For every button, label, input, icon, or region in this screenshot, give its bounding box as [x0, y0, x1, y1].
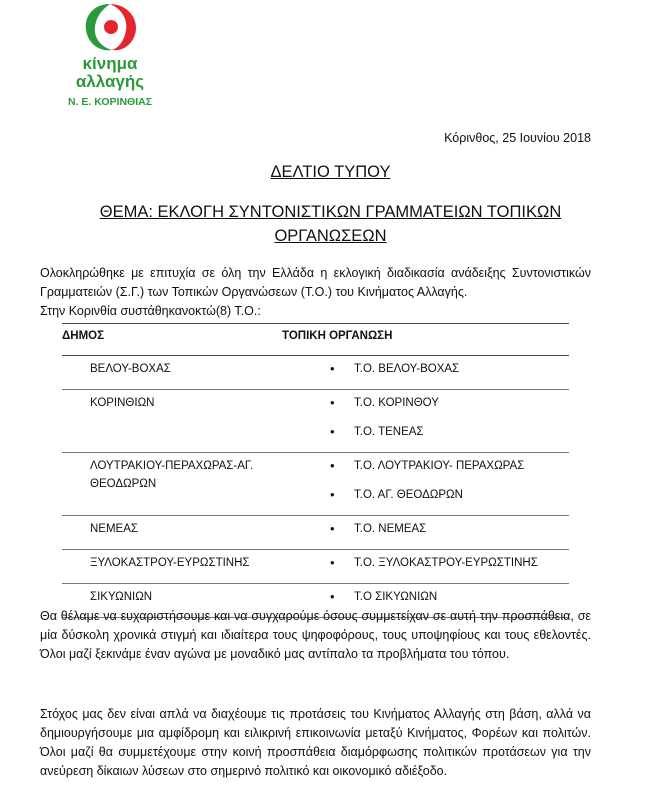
org-item: • Τ.Ο. ΞΥΛΟΚΑΣΤΡΟΥ-ΕΥΡΩΣΤΙΝΗΣ	[322, 554, 569, 583]
header-dimos: ΔΗΜΟΣ	[62, 330, 104, 342]
intro-line-1: Ολοκληρώθηκε με επιτυχία σε όλη την Ελλάδα η εκλογική διαδικασία ανάδειξης Συντονιστικών Γραμματειών (Σ.Γ.) των Τοπικών Οργανώσεων (Τ.Ο.) του Κινήματος Αλλαγής.	[40, 266, 591, 299]
goal-paragraph: Στόχος μας δεν είναι απλά να διαχέουμε τις προτάσεις του Κινήματος Αλλαγής στη βάση, αλλά να δημιουργήσουμε μια αμφίδρομη και ειλικρινή επικοινωνία μεταξύ Κινήματος, Φορέων και πολιτών. Όλοι μαζί θα συμμετέχουμε στην κοινή προσπάθεια διαμόρφωσης πολιτικών προτάσεων για την ανεύρεση δίκαιων λύσεων στο σημερινό πολιτικό και οικονομικό αδιέξοδο.	[40, 707, 591, 778]
dimos-cell: ΒΕΛΟΥ-ΒΟΧΑΣ	[90, 363, 171, 375]
party-logo	[60, 0, 160, 112]
dimos-cell: ΚΟΡΙΝΘΙΩΝ	[90, 397, 155, 409]
dimos-cell: ΝΕΜΕΑΣ	[90, 523, 139, 535]
org-item: • Τ.Ο. ΒΕΛΟΥ-ΒΟΧΑΣ	[322, 360, 569, 389]
table-header-row	[62, 323, 569, 356]
document-subject	[40, 200, 621, 248]
logo-text-prefecture: Ν. Ε. ΚΟΡΙΝΘΙΑΣ	[68, 96, 152, 108]
logo-emblem-icon	[78, 0, 142, 56]
table-row	[62, 390, 569, 453]
table-row	[62, 550, 569, 584]
intro-line-2: Στην Κορινθία συστάθηκανοκτώ(8) Τ.Ο.:	[40, 304, 261, 318]
intro-paragraph	[40, 264, 591, 321]
logo-text-kinima: κίνημα	[82, 54, 138, 73]
logo-text-allagis: αλλαγής	[75, 72, 145, 91]
org-item: • Τ.Ο. ΤΕΝΕΑΣ	[322, 423, 569, 452]
org-item: • Τ.Ο. ΝΕΜΕΑΣ	[322, 520, 569, 549]
dimos-cell: ΛΟΥΤΡΑΚΙΟΥ-ΠΕΡΑΧΩΡΑΣ-ΑΓ. ΘΕΟΔΩΡΩΝ	[90, 460, 254, 490]
subject-line-2: ΟΡΓΑΝΩΣΕΩΝ	[274, 227, 387, 245]
org-item: • Τ.Ο. ΛΟΥΤΡΑΚΙΟΥ- ΠΕΡΑΧΩΡΑΣ	[322, 457, 569, 486]
header-organization: ΤΟΠΙΚΗ ΟΡΓΑΝΩΣΗ	[282, 330, 393, 342]
table-row	[62, 516, 569, 550]
org-item: • Τ.Ο. ΑΓ. ΘΕΟΔΩΡΩΝ	[322, 486, 569, 515]
table-row	[62, 453, 569, 516]
dimos-cell: ΣΙΚΥΩΝΙΩΝ	[90, 591, 153, 603]
dimos-cell: ΞΥΛΟΚΑΣΤΡΟΥ-ΕΥΡΩΣΤΙΝΗΣ	[90, 557, 250, 569]
document-title: ΔΕΛΤΙΟ ΤΥΠΟΥ	[270, 163, 391, 181]
document-date: Κόρινθος, 25 Ιουνίου 2018	[444, 131, 591, 145]
table-row	[62, 356, 569, 390]
org-item: • Τ.Ο ΣΙΚΥΩΝΙΩΝ	[322, 588, 569, 617]
organizations-table	[62, 323, 569, 618]
org-item: • Τ.Ο. ΚΟΡΙΝΘΟΥ	[322, 394, 569, 423]
subject-line-1: ΘΕΜΑ: ΕΚΛΟΓΗ ΣΥΝΤΟΝΙΣΤΙΚΩΝ ΓΡΑΜΜΑΤΕΙΩΝ ΤΟΠΙΚΩΝ	[99, 203, 562, 221]
thanks-paragraph: Θα θέλαμε να ευχαριστήσουμε και να συγχαρούμε όσους συμμετείχαν σε αυτή την προσπάθεια, σε μία δύσκολη χρονικά στιγμή και ιδιαίτερα τους ψηφοφόρους, τους υποψηφίους και τους εθελοντές. Όλοι μαζί ξεκινάμε έναν αγώνα με μοναδικό μας αντίπαλο τα προβλήματα του τόπου.	[40, 609, 591, 661]
